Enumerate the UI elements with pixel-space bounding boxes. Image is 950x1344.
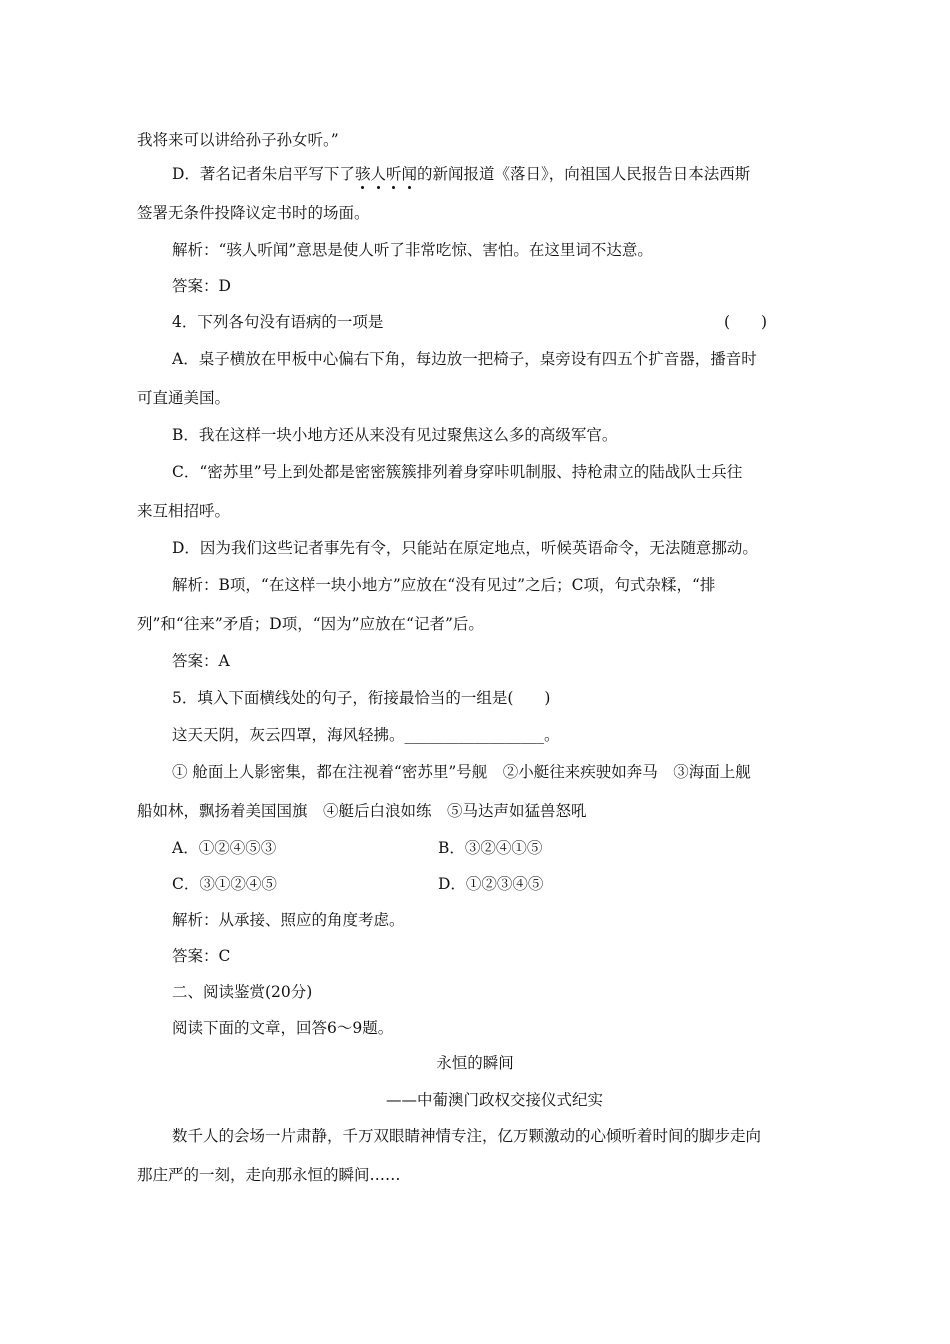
- text-line: 我将来可以讲给孙子孙女听。”: [137, 131, 339, 149]
- emphasis-char: 骇: [354, 165, 371, 183]
- option-c: C．“密苏里”号上到处都是密密簇簇排列着身穿咔叽制服、持枪肃立的陆战队士兵往: [172, 463, 743, 481]
- text-line: 列”和“往来”矛盾；D项，“因为”应放在“记者”后。: [137, 615, 484, 633]
- paragraph-line: 数千人的会场一片肃静，千万双眼睛神情专注，亿万颗激动的心倾听着时间的脚步走向: [172, 1127, 762, 1145]
- answer-blank: ( ): [724, 313, 768, 331]
- analysis-line: 解析：从承接、照应的角度考虑。: [172, 911, 405, 929]
- text-line: 来互相招呼。: [137, 502, 231, 520]
- emphasis-char: 闻: [401, 165, 417, 183]
- article-subtitle: ——中葡澳门政权交接仪式纪实: [386, 1091, 604, 1109]
- analysis-line: 解析：B项，“在这样一块小地方”应放在“没有见过”之后；C项，句式杂糅，“排: [172, 576, 716, 594]
- option-d-line: [0, 164, 950, 184]
- text-segment: 的新闻报道《落日》，向祖国人民报告日本法西斯: [417, 165, 751, 183]
- answer-line: 答案：D: [172, 277, 231, 295]
- choice-items-line: ① 舱面上人影密集，都在注视着“密苏里”号舰 ②小艇往来疾驶如奔马 ③海面上舰: [172, 763, 751, 781]
- fill-blank-line: 这天天阴，灰云四罩，海风轻拂。__________________。: [172, 726, 560, 744]
- emphasis-char: 人: [370, 165, 386, 183]
- options-row: [0, 838, 950, 858]
- text-line: 签署无条件投降议定书时的场面。: [137, 204, 370, 222]
- emphasis-char: 听: [385, 165, 402, 183]
- article-title: 永恒的瞬间: [436, 1054, 514, 1072]
- question-text: 4．下列各句没有语病的一项是: [172, 313, 384, 331]
- option-d: D．因为我们这些记者事先有令，只能站在原定地点，听候英语命令，无法随意挪动。: [172, 539, 758, 557]
- option-d: D．①②③④⑤: [438, 875, 544, 893]
- instruction-line: 阅读下面的文章，回答6～9题。: [172, 1019, 394, 1037]
- question-4: [0, 312, 950, 332]
- text-line: 可直通美国。: [137, 389, 231, 407]
- analysis-line: 解析：“骇人听闻”意思是使人听了非常吃惊、害怕。在这里词不达意。: [172, 241, 653, 259]
- text-line: 船如林，飘扬着美国国旗 ④艇后白浪如练 ⑤马达声如猛兽怒吼: [137, 802, 587, 820]
- option-a: A．①②④⑤③: [172, 839, 277, 857]
- option-b: B．我在这样一块小地方还从来没有见过聚焦这么多的高级军官。: [172, 426, 618, 444]
- option-a: A．桌子横放在甲板中心偏右下角，每边放一把椅子，桌旁设有四五个扩音器，播音时: [172, 350, 757, 368]
- section-heading: 二、阅读鉴赏(20分): [172, 983, 313, 1001]
- option-c: C．③①②④⑤: [172, 875, 277, 893]
- paragraph-line: 那庄严的一刻，走向那永恒的瞬间……: [137, 1166, 401, 1184]
- options-row: [0, 874, 950, 894]
- answer-line: 答案：C: [172, 947, 231, 965]
- text-segment: D．著名记者朱启平写下了: [172, 165, 355, 183]
- option-b: B．③②④①⑤: [438, 839, 543, 857]
- question-5: 5．填入下面横线处的句子，衔接最恰当的一组是( ): [172, 689, 551, 707]
- answer-line: 答案：A: [172, 652, 230, 670]
